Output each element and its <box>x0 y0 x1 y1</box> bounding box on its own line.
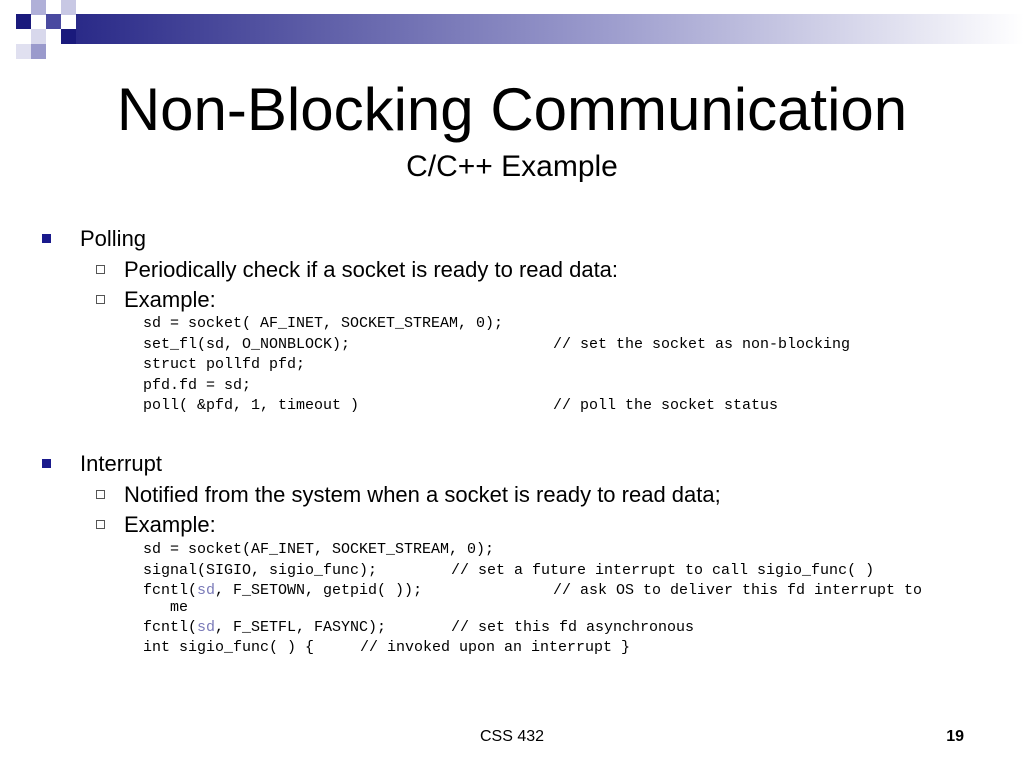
bullet-square-icon <box>42 459 51 468</box>
code-highlight: sd <box>197 619 216 636</box>
code-comment: // invoked upon an interrupt } <box>360 639 631 656</box>
interrupt-point: Notified from the system when a socket is ready to read data; <box>124 482 721 507</box>
page-number: 19 <box>946 728 964 745</box>
code-comment: // ask OS to deliver this fd interrupt to <box>553 582 923 599</box>
sub-bullet-icon <box>96 295 105 304</box>
section-heading-polling: Polling <box>80 226 147 251</box>
code-comment: // poll the socket status <box>553 397 779 414</box>
code-line: poll( &pfd, 1, timeout ) <box>143 397 360 414</box>
code-fragment: , F_SETFL, FASYNC); <box>215 619 387 636</box>
code-line: int sigio_func( ) { <box>143 639 315 656</box>
code-line <box>143 618 386 637</box>
code-line: signal(SIGIO, sigio_func); <box>143 562 378 579</box>
code-fragment: fcntl( <box>143 582 198 599</box>
code-line: struct pollfd pfd; <box>143 356 306 373</box>
sub-bullet-icon <box>96 265 105 274</box>
slide-title: Non-Blocking Communication <box>116 76 908 143</box>
sub-bullet-icon <box>96 520 105 529</box>
code-line: pfd.fd = sd; <box>143 377 252 394</box>
section-heading-interrupt: Interrupt <box>80 451 162 476</box>
polling-point: Periodically check if a socket is ready to read data: <box>124 257 619 282</box>
code-highlight: sd <box>197 582 216 599</box>
code-fragment: fcntl( <box>143 619 198 636</box>
code-comment: // set this fd asynchronous <box>451 619 695 636</box>
code-line: set_fl(sd, O_NONBLOCK); <box>143 336 351 353</box>
interrupt-example-label: Example: <box>124 512 216 537</box>
header-decoration <box>0 0 1024 64</box>
sub-bullet-icon <box>96 490 105 499</box>
code-comment-continuation: me <box>170 599 189 616</box>
bullet-square-icon <box>42 234 51 243</box>
code-fragment: , F_SETOWN, getpid( )); <box>215 582 423 599</box>
code-comment: // set the socket as non-blocking <box>553 336 851 353</box>
code-line: sd = socket(AF_INET, SOCKET_STREAM, 0); <box>143 541 495 558</box>
code-comment: // set a future interrupt to call sigio_func( ) <box>451 562 875 579</box>
polling-example-label: Example: <box>124 287 216 312</box>
slide-subtitle: C/C++ Example <box>406 150 618 183</box>
code-line: sd = socket( AF_INET, SOCKET_STREAM, 0); <box>143 315 504 332</box>
footer-course: CSS 432 <box>479 728 545 745</box>
